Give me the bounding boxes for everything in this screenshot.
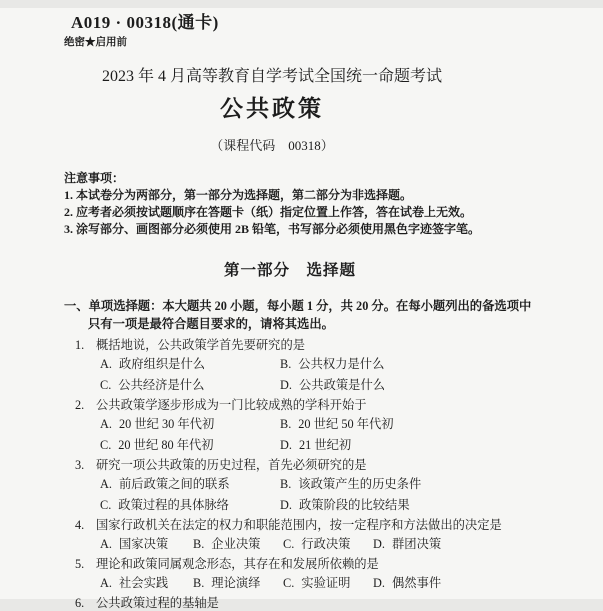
part1-heading: 第一部分 选择题 xyxy=(223,262,356,279)
option-a: A. 前后政策之间的联系 xyxy=(100,477,230,491)
option-b: B. 公共权力是什么 xyxy=(280,357,385,371)
instruction-line-1: 一、单项选择题：本大题共 20 小题，每小题 1 分，共 20 分。在每小题列出的备选项中 xyxy=(64,299,532,313)
question-stem: 概括地说，公共政策学首先要研究的是 xyxy=(96,338,306,352)
option-a: A. 国家决策 xyxy=(100,537,169,551)
question-1 xyxy=(75,337,603,395)
option-a: A. 20 世纪 30 年代初 xyxy=(100,417,215,431)
course-code: （课程代码 00318） xyxy=(210,138,334,153)
option-d: D. 偶然事件 xyxy=(373,576,442,590)
question-6 xyxy=(75,595,603,611)
question-number: 2. xyxy=(75,398,85,412)
option-c: C. 20 世纪 80 年代初 xyxy=(100,438,214,452)
question-5 xyxy=(75,556,603,593)
paper-code: A019 · 00318(通卡) xyxy=(71,13,219,32)
question-4 xyxy=(75,517,603,554)
notes-section xyxy=(64,170,603,238)
option-a: A. 政府组织是什么 xyxy=(100,357,206,371)
option-a: A. 社会实践 xyxy=(100,576,169,590)
question-stem: 理论和政策同属观念形态，其存在和发展所依赖的是 xyxy=(96,557,379,571)
option-c: C. 政策过程的具体脉络 xyxy=(100,498,229,512)
option-c: C. 实验证明 xyxy=(283,576,351,590)
option-b: B. 20 世纪 50 年代初 xyxy=(280,417,394,431)
exam-paper-page xyxy=(0,8,603,610)
note-item-3: 3. 涂写部分、画图部分必须使用 2B 铅笔，书写部分必须使用黑色字迹签字笔。 xyxy=(64,222,481,236)
option-c: C. 行政决策 xyxy=(283,537,351,551)
exam-session-title: 2023 年 4 月高等教育自学考试全国统一命题考试 xyxy=(101,68,442,85)
option-d: D. 政策阶段的比较结果 xyxy=(280,498,410,512)
question-3 xyxy=(75,457,603,515)
question-number: 1. xyxy=(75,338,85,352)
question-stem: 公共政策学逐步形成为一门比较成熟的学科开始于 xyxy=(96,398,367,412)
question-stem: 公共政策过程的基轴是 xyxy=(96,596,219,610)
question-list xyxy=(75,337,603,611)
notes-heading: 注意事项： xyxy=(64,171,125,185)
option-d: D. 公共政策是什么 xyxy=(280,378,386,392)
option-c: C. 公共经济是什么 xyxy=(100,378,205,392)
option-b: B. 该政策产生的历史条件 xyxy=(280,477,422,491)
option-d: D. 21 世纪初 xyxy=(280,438,352,452)
note-item-2: 2. 应考者必须按试题顺序在答题卡（纸）指定位置上作答，答在试卷上无效。 xyxy=(64,205,473,219)
instruction-line-2: 只有一项是最符合题目要求的，请将其选出。 xyxy=(88,316,334,331)
question-stem: 研究一项公共政策的历史过程，首先必须研究的是 xyxy=(96,458,367,472)
option-d: D. 群团决策 xyxy=(373,537,442,551)
question-number: 3. xyxy=(75,458,85,472)
subject-title: 公共政策 xyxy=(220,96,324,121)
question-2 xyxy=(75,397,603,455)
question-number: 4. xyxy=(75,518,85,532)
question-number: 5. xyxy=(75,557,85,571)
option-b: B. 理论演绎 xyxy=(193,576,261,590)
section-instruction xyxy=(64,298,603,333)
secrecy-notice: 绝密★启用前 xyxy=(64,37,127,48)
question-number: 6. xyxy=(75,596,85,610)
note-item-1: 1. 本试卷分为两部分，第一部分为选择题，第二部分为非选择题。 xyxy=(64,188,413,202)
option-b: B. 企业决策 xyxy=(193,537,261,551)
question-stem: 国家行政机关在法定的权力和职能范围内，按一定程序和方法做出的决定是 xyxy=(96,518,502,532)
